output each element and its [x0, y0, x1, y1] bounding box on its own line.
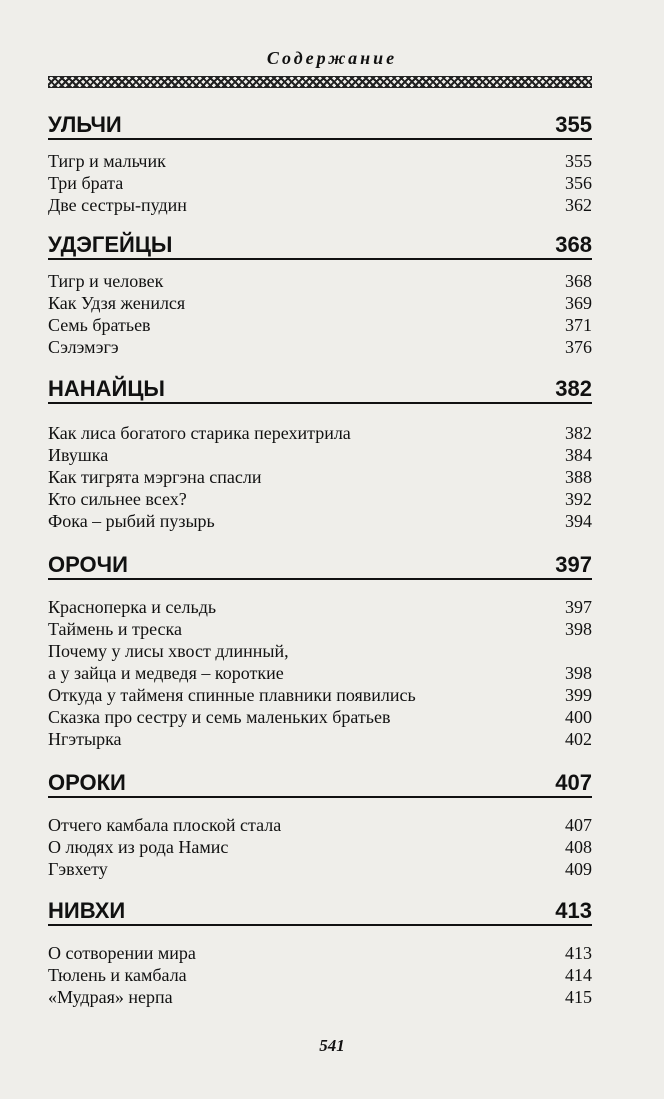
toc-entry[interactable] [48, 728, 592, 750]
entry-title: Отчего камбала плоской стала [48, 815, 282, 835]
section-title: УДЭГЕЙЦЫ [48, 232, 173, 257]
toc-entry[interactable] [48, 292, 592, 314]
page-number: 541 [319, 1036, 345, 1055]
section-header [48, 364, 592, 404]
entry-title: Откуда у тайменя спинные плавники появились [48, 685, 416, 705]
entry-page: 398 [565, 663, 592, 683]
section-page: 397 [555, 552, 592, 577]
entry-title: Кто сильнее всех? [48, 489, 187, 509]
toc-entry[interactable] [48, 858, 592, 880]
entry-title: Гэвхету [48, 859, 108, 879]
toc-entry[interactable] [48, 172, 592, 194]
entry-page: 415 [565, 987, 592, 1007]
toc-section [48, 886, 592, 1008]
section-title: ОРОЧИ [48, 552, 128, 577]
section-page: 413 [555, 898, 592, 923]
entry-title: Нгэтырка [48, 729, 122, 749]
entry-page: 394 [565, 511, 592, 531]
entry-page: 392 [565, 489, 592, 509]
entry-page: 356 [565, 173, 592, 193]
section-page: 368 [555, 232, 592, 257]
section-title: УЛЬЧИ [48, 112, 122, 137]
toc [48, 100, 592, 1008]
entry-page: 407 [565, 815, 592, 835]
entry-title: Как лиса богатого старика перехитрила [48, 423, 351, 443]
toc-entry[interactable] [48, 150, 592, 172]
entry-title: Сэлэмэгэ [48, 337, 119, 357]
toc-section [48, 758, 592, 880]
entry-page: 362 [565, 195, 592, 215]
toc-entry[interactable] [48, 986, 592, 1008]
section-page: 382 [555, 376, 592, 401]
entry-title: О сотворении мира [48, 943, 196, 963]
entry-title: О людях из рода Намис [48, 837, 229, 857]
toc-entry[interactable] [48, 510, 592, 532]
entry-page: 414 [565, 965, 592, 985]
entry-title: Три брата [48, 173, 124, 193]
toc-section [48, 220, 592, 358]
entry-page: 376 [565, 337, 592, 357]
entry-page: 398 [565, 619, 592, 639]
entry-page: 408 [565, 837, 592, 857]
entry-page: 369 [565, 293, 592, 313]
entry-page: 399 [565, 685, 592, 705]
entry-page: 384 [565, 445, 592, 465]
toc-entry[interactable] [48, 836, 592, 858]
toc-entry[interactable] [48, 194, 592, 216]
entry-page: 355 [565, 151, 592, 171]
entry-title: Сказка про сестру и семь маленьких братьев [48, 707, 391, 727]
section-page: 407 [555, 770, 592, 795]
entry-page: 397 [565, 597, 592, 617]
toc-entry[interactable] [48, 942, 592, 964]
entry-title: Ивушка [48, 445, 109, 465]
toc-entry[interactable] [48, 684, 592, 706]
toc-entry[interactable] [48, 596, 592, 618]
section-header [48, 886, 592, 926]
entry-title: Две сестры-пудин [48, 195, 187, 215]
entry-page: 388 [565, 467, 592, 487]
toc-entry[interactable] [48, 270, 592, 292]
toc-entry[interactable] [48, 466, 592, 488]
toc-entry[interactable] [48, 964, 592, 986]
page-header: Содержание [266, 48, 398, 68]
toc-entry[interactable] [48, 618, 592, 640]
entry-title: Тигр и человек [48, 271, 164, 291]
entry-page: 413 [565, 943, 592, 963]
toc-entry[interactable] [48, 640, 592, 684]
section-title: НАНАЙЦЫ [48, 376, 165, 401]
entry-title: Фока – рыбий пузырь [48, 511, 215, 531]
entry-title: Семь братьев [48, 315, 151, 335]
toc-entry[interactable] [48, 488, 592, 510]
entry-page: 400 [565, 707, 592, 727]
toc-entry[interactable] [48, 422, 592, 444]
entry-title: Как Удзя женился [48, 293, 186, 313]
entry-page: 402 [565, 729, 592, 749]
toc-entry[interactable] [48, 814, 592, 836]
section-header [48, 540, 592, 580]
entry-page: 371 [565, 315, 592, 335]
toc-section [48, 364, 592, 532]
ornament-divider [48, 76, 592, 88]
entry-page: 382 [565, 423, 592, 443]
entry-title: Как тигрята мэргэна спасли [48, 467, 262, 487]
entry-page: 368 [565, 271, 592, 291]
toc-entry[interactable] [48, 706, 592, 728]
entry-title: «Мудрая» нерпа [48, 987, 173, 1007]
entry-title-cont: а у зайца и медведя – короткие [48, 663, 284, 683]
entry-title: Почему у лисы хвост длинный, [48, 641, 289, 661]
section-header [48, 758, 592, 798]
section-header [48, 220, 592, 260]
toc-entry[interactable] [48, 314, 592, 336]
toc-section [48, 100, 592, 216]
toc-entry[interactable] [48, 336, 592, 358]
section-title: НИВХИ [48, 898, 126, 923]
entry-title: Тигр и мальчик [48, 151, 166, 171]
entry-page: 409 [565, 859, 592, 879]
section-title: ОРОКИ [48, 770, 126, 795]
toc-section [48, 540, 592, 750]
entry-title: Тюлень и камбала [48, 965, 187, 985]
entry-title: Красноперка и сельдь [48, 597, 217, 617]
section-page: 355 [555, 112, 592, 137]
entry-title: Таймень и треска [48, 619, 182, 639]
section-header [48, 100, 592, 140]
toc-entry[interactable] [48, 444, 592, 466]
